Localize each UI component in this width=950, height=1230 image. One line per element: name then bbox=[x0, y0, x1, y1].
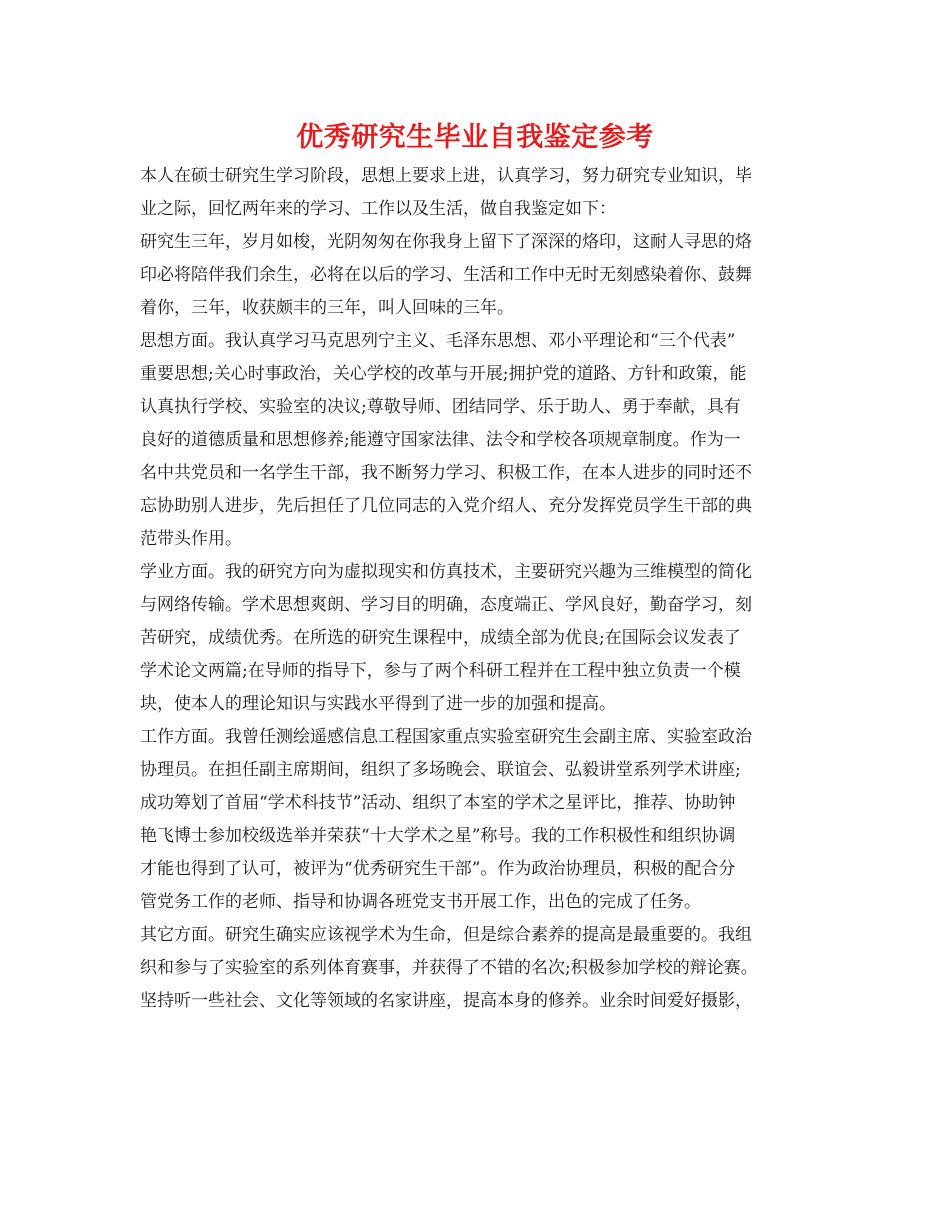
text-line: 印必将陪伴我们余生，必将在以后的学习、生活和工作中无时无刻感染着你、鼓舞 bbox=[140, 265, 752, 285]
text-line: 织和参与了实验室的系列体育赛事，并获得了不错的名次;积极参加学校的辩论赛。 bbox=[140, 958, 758, 978]
text-line: 艳飞博士参加校级选举并荣获“十大学术之星”称号。我的工作积极性和组织协调 bbox=[140, 826, 736, 846]
text-line: 管党务工作的老师、指导和协调各班党支书开展工作，出色的完成了任务。 bbox=[140, 892, 701, 912]
text-line: 协理员。在担任副主席期间，组织了多场晚会、联谊会、弘毅讲堂系列学术讲座; bbox=[140, 760, 741, 780]
text-line: 范带头作用。 bbox=[140, 529, 242, 549]
text-line: 苦研究，成绩优秀。在所选的研究生课程中，成绩全部为优良;在国际会议发表了 bbox=[140, 628, 741, 648]
text-line: 忘协助别人进步，先后担任了几位同志的入党介绍人、充分发挥党员学生干部的典 bbox=[140, 496, 752, 516]
text-line: 重要思想;关心时事政治，关心学校的改革与开展;拥护党的道路、方针和政策，能 bbox=[140, 364, 747, 384]
document-title: 优秀研究生毕业自我鉴定参考 bbox=[296, 122, 654, 153]
text-line: 业之际，回忆两年来的学习、工作以及生活，做自我鉴定如下： bbox=[140, 199, 616, 219]
text-line: 本人在硕士研究生学习阶段，思想上要求上进，认真学习，努力研究专业知识，毕 bbox=[140, 166, 752, 186]
text-line: 思想方面。我认真学习马克思列宁主义、毛泽东思想、邓小平理论和“三个代表” bbox=[140, 331, 736, 351]
text-line: 研究生三年，岁月如梭，光阴匆匆在你我身上留下了深深的烙印，这耐人寻思的烙 bbox=[140, 232, 752, 252]
text-line: 与网络传输。学术思想爽朗、学习目的明确，态度端正、学风良好，勤奋学习，刻 bbox=[140, 595, 752, 615]
text-line: 学术论文两篇;在导师的指导下，参与了两个科研工程并在工程中独立负责一个模 bbox=[140, 661, 741, 681]
text-line: 良好的道德质量和思想修养;能遵守国家法律、法令和学校各项规章制度。作为一 bbox=[140, 430, 741, 450]
text-line: 学业方面。我的研究方向为虚拟现实和仿真技术，主要研究兴趣为三维模型的简化 bbox=[140, 562, 752, 582]
text-line: 坚持听一些社会、文化等领域的名家讲座，提高本身的修养。业余时间爱好摄影， bbox=[140, 991, 752, 1011]
text-line: 其它方面。研究生确实应该视学术为生命，但是综合素养的提高是最重要的。我组 bbox=[140, 925, 752, 945]
text-line: 着你，三年，收获颇丰的三年，叫人回味的三年。 bbox=[140, 298, 514, 318]
text-line: 才能也得到了认可，被评为“优秀研究生干部”。作为政治协理员，积极的配合分 bbox=[140, 859, 736, 879]
text-line: 块，使本人的理论知识与实践水平得到了进一步的加强和提高。 bbox=[140, 694, 616, 714]
text-line: 认真执行学校、实验室的决议;尊敬导师、团结同学、乐于助人、勇于奉献，具有 bbox=[140, 397, 741, 417]
text-line: 成功筹划了首届“学术科技节”活动、组织了本室的学术之星评比，推荐、协助钟 bbox=[140, 793, 736, 813]
document-body bbox=[140, 160, 820, 1018]
text-line: 名中共党员和一名学生干部，我不断努力学习、积极工作，在本人进步的同时还不 bbox=[140, 463, 752, 483]
text-line: 工作方面。我曾任测绘遥感信息工程国家重点实验室研究生会副主席、实验室政治 bbox=[140, 727, 752, 747]
